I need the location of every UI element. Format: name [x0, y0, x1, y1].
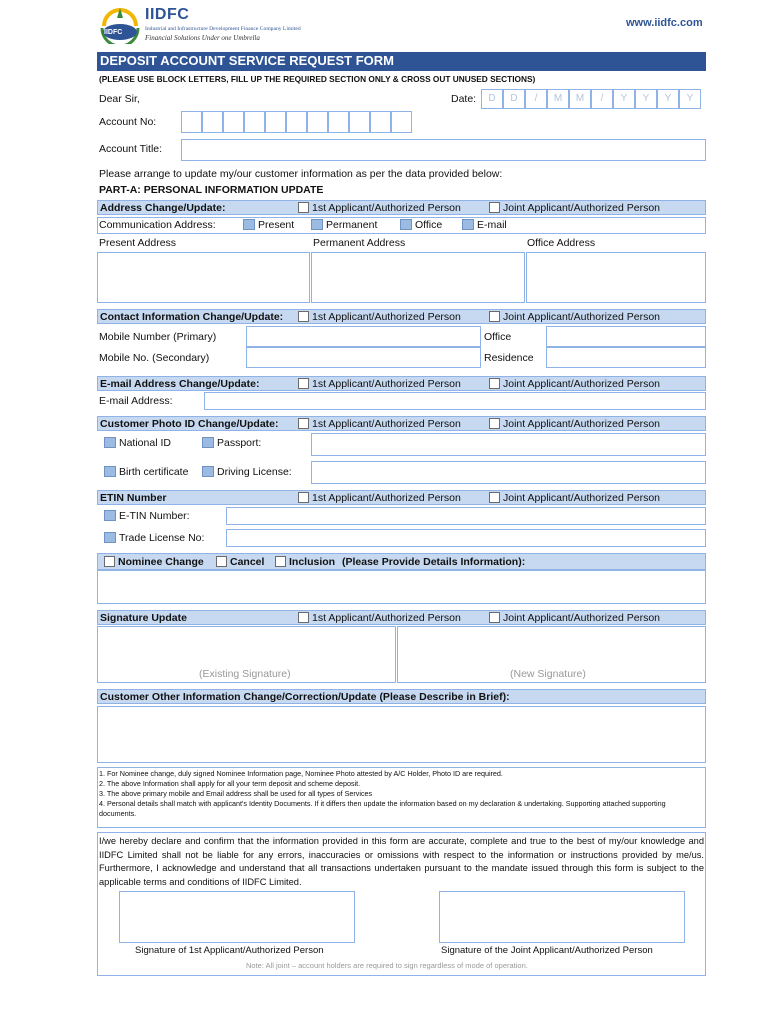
national-id-option[interactable]: [104, 437, 171, 449]
nominee-change-option[interactable]: [104, 556, 204, 568]
date-field[interactable]: [481, 89, 701, 109]
comm-permanent-option[interactable]: [311, 219, 377, 231]
signature-joint-applicant-option[interactable]: [489, 612, 660, 624]
etin-header-label: ETIN Number: [100, 492, 167, 504]
nominee-cancel-option[interactable]: [216, 556, 264, 568]
driving-license-field[interactable]: [311, 461, 706, 484]
tagline: Financial Solutions Under one Umbrella: [145, 34, 260, 42]
new-signature-box[interactable]: [397, 626, 706, 683]
brand-name: IIDFC: [145, 6, 190, 23]
account-digit-box[interactable]: [307, 111, 328, 133]
signature-section-header: [97, 610, 706, 625]
option-label: Trade License No:: [119, 532, 205, 544]
email-section-header: [97, 376, 706, 391]
other-info-field[interactable]: [97, 706, 706, 763]
first-applicant-sign-box[interactable]: [119, 891, 355, 943]
option-label: Birth certificate: [119, 466, 189, 478]
office-address-field[interactable]: [526, 252, 706, 303]
checkbox[interactable]: [489, 418, 500, 429]
checkbox[interactable]: [202, 437, 214, 448]
present-address-label: Present Address: [99, 237, 177, 249]
account-digit-box[interactable]: [391, 111, 412, 133]
photo-id-section-header: [97, 416, 706, 431]
option-label: Office: [415, 219, 443, 231]
checkbox[interactable]: [202, 466, 214, 477]
joint-applicant-sign-box[interactable]: [439, 891, 685, 943]
option-label: Joint Applicant/Authorized Person: [503, 492, 661, 504]
account-digit-box[interactable]: [328, 111, 349, 133]
option-label: Joint Applicant/Authorized Person: [503, 202, 661, 214]
email-joint-applicant-option[interactable]: [489, 378, 660, 390]
account-title-field[interactable]: [181, 139, 706, 161]
declaration-text: I/we hereby declare and confirm that the information provided in this form are accurate, complete and true to the best of my/our knowledge and IIDFC Limited shall not be liable for any errors, inaccuracies or omissions with respect to the information or instructions provided by me/us. Furthermore, I acknowledge and understand that all transactions undertaken pursuant to the mandate issued through this form is subject to the applicable terms and conditions of IIDFC Limited.: [99, 836, 704, 887]
option-label: E-TIN Number:: [119, 510, 190, 522]
checkbox[interactable]: [462, 219, 474, 230]
email-address-label: E-mail Address:: [99, 395, 173, 407]
declaration-box: [97, 832, 706, 976]
checkbox[interactable]: [275, 556, 286, 567]
new-signature-label: (New Signature): [510, 668, 586, 680]
office-phone-field[interactable]: [546, 326, 706, 347]
signature-first-applicant-option[interactable]: [298, 612, 461, 624]
signature-header-label: Signature Update: [100, 612, 187, 624]
option-label: Joint Applicant/Authorized Person: [503, 612, 661, 624]
address-section-header: [97, 200, 706, 215]
option-label: 1st Applicant/Authorized Person: [312, 492, 461, 504]
option-label: Driving License:: [217, 466, 292, 478]
passport-id-field[interactable]: [311, 433, 706, 456]
residence-phone-label: Residence: [484, 352, 534, 364]
note-item: 4. Personal details shall match with applicant's Identity Documents. If it differs then update the information based on my declaration & undertaking. Supporting attached supporting documents.: [99, 799, 666, 818]
option-label: 1st Applicant/Authorized Person: [312, 202, 461, 214]
existing-signature-box[interactable]: [97, 626, 396, 683]
checkbox[interactable]: [243, 219, 255, 230]
request-text: Please arrange to update my/our customer information as per the data provided below:: [99, 168, 503, 180]
etin-number-field[interactable]: [226, 507, 706, 525]
trade-license-field[interactable]: [226, 529, 706, 547]
checkbox[interactable]: [298, 612, 309, 623]
contact-section-header: [97, 309, 706, 324]
nominee-inclusion-option[interactable]: [275, 556, 335, 568]
date-box[interactable]: /: [591, 89, 613, 109]
form-instruction: (PLEASE USE BLOCK LETTERS, FILL UP THE REQUIRED SECTION ONLY & CROSS OUT UNUSED SECTIONS): [99, 74, 536, 84]
email-address-field[interactable]: [204, 392, 706, 410]
comm-office-option[interactable]: [400, 219, 442, 231]
checkbox[interactable]: [104, 556, 115, 567]
option-label: National ID: [119, 437, 171, 449]
office-phone-label: Office: [484, 331, 512, 343]
existing-signature-label: (Existing Signature): [199, 668, 291, 680]
option-label: Passport:: [217, 437, 262, 449]
option-label: Joint Applicant/Authorized Person: [503, 418, 661, 430]
account-no-field[interactable]: [181, 111, 412, 133]
driving-license-option[interactable]: [202, 466, 292, 478]
sign-footer-note: Note: All joint – account holders are required to sign regardless of mode of operation.: [246, 961, 528, 970]
account-digit-box[interactable]: [223, 111, 244, 133]
company-full-name: Industrial and Infrastructure Development Finance Company Limited: [145, 26, 301, 32]
mobile-secondary-field[interactable]: [246, 347, 481, 368]
comm-email-option[interactable]: [462, 219, 507, 231]
contact-joint-applicant-option[interactable]: [489, 311, 660, 323]
email-first-applicant-option[interactable]: [298, 378, 461, 390]
option-label: Nominee Change: [118, 556, 204, 568]
permanent-address-field[interactable]: [311, 252, 525, 303]
option-label: 1st Applicant/Authorized Person: [312, 378, 461, 390]
option-label: 1st Applicant/Authorized Person: [312, 311, 461, 323]
contact-first-applicant-option[interactable]: [298, 311, 461, 323]
checkbox[interactable]: [298, 311, 309, 322]
account-digit-box[interactable]: [244, 111, 265, 133]
notes-box: [97, 767, 706, 828]
checkbox[interactable]: [489, 492, 500, 503]
address-first-applicant-option[interactable]: [298, 202, 461, 214]
account-digit-box[interactable]: [370, 111, 391, 133]
date-box[interactable]: M: [547, 89, 569, 109]
joint-applicant-sign-label: Signature of the Joint Applicant/Authorized Person: [441, 945, 653, 956]
note-item: 3. The above primary mobile and Email address shall be used for all types of Services: [99, 789, 373, 798]
mobile-secondary-label: Mobile No. (Secondary): [99, 352, 210, 364]
email-header-label: E-mail Address Change/Update:: [100, 378, 260, 390]
birth-certificate-option[interactable]: [104, 466, 188, 478]
etin-joint-applicant-option[interactable]: [489, 492, 660, 504]
checkbox[interactable]: [298, 418, 309, 429]
present-address-field[interactable]: [97, 252, 310, 303]
option-label: Inclusion: [289, 556, 336, 568]
emblem-text: IIDFC: [104, 29, 123, 36]
greeting: Dear Sir,: [99, 93, 140, 105]
company-logo: [98, 4, 358, 46]
note-item: 2. The above Information shall apply for all your term deposit and scheme deposit.: [99, 779, 361, 788]
photo-id-header-label: Customer Photo ID Change/Update:: [100, 418, 279, 430]
date-box[interactable]: Y: [679, 89, 701, 109]
checkbox[interactable]: [311, 219, 323, 230]
office-address-label: Office Address: [527, 237, 596, 249]
etin-number-option[interactable]: [104, 510, 190, 522]
contact-header-label: Contact Information Change/Update:: [100, 311, 284, 323]
date-box[interactable]: M: [569, 89, 591, 109]
checkbox[interactable]: [400, 219, 412, 230]
etin-first-applicant-option[interactable]: [298, 492, 461, 504]
checkbox[interactable]: [489, 311, 500, 322]
checkbox[interactable]: [216, 556, 227, 567]
checkbox[interactable]: [104, 437, 116, 448]
checkbox[interactable]: [298, 492, 309, 503]
mobile-primary-field[interactable]: [246, 326, 481, 347]
note-item: 1. For Nominee change, duly signed Nominee Information page, Nominee Photo attested by A/C Holder, Photo ID are required.: [99, 769, 503, 778]
account-no-label: Account No:: [99, 116, 157, 128]
option-label: Joint Applicant/Authorized Person: [503, 378, 661, 390]
option-label: Present: [258, 219, 295, 231]
other-info-section-header: [97, 689, 706, 704]
nominee-details-field[interactable]: [97, 570, 706, 604]
comm-present-option[interactable]: [243, 219, 294, 231]
iidfc-emblem-icon: [98, 4, 142, 44]
photoid-joint-applicant-option[interactable]: [489, 418, 660, 430]
other-info-header-label: Customer Other Information Change/Correction/Update (Please Describe in Brief):: [100, 691, 510, 703]
date-box[interactable]: Y: [657, 89, 679, 109]
checkbox[interactable]: [489, 378, 500, 389]
option-label: 1st Applicant/Authorized Person: [312, 612, 461, 624]
etin-section-header: [97, 490, 706, 505]
account-digit-box[interactable]: [202, 111, 223, 133]
form-title-bar: [97, 52, 706, 71]
first-applicant-sign-label: Signature of 1st Applicant/Authorized Person: [135, 945, 324, 956]
part-a-heading: PART-A: PERSONAL INFORMATION UPDATE: [99, 184, 324, 196]
checkbox[interactable]: [104, 466, 116, 477]
date-box[interactable]: Y: [635, 89, 657, 109]
date-box[interactable]: D: [503, 89, 525, 109]
passport-option[interactable]: [202, 437, 261, 449]
account-digit-box[interactable]: [286, 111, 307, 133]
account-digit-box[interactable]: [181, 111, 202, 133]
option-label: Joint Applicant/Authorized Person: [503, 311, 661, 323]
date-box[interactable]: D: [481, 89, 503, 109]
trade-license-option[interactable]: [104, 532, 204, 544]
checkbox[interactable]: [298, 202, 309, 213]
option-label: Cancel: [230, 556, 265, 568]
address-header-label: Address Change/Update:: [100, 202, 226, 214]
address-joint-applicant-option[interactable]: [489, 202, 660, 214]
checkbox[interactable]: [489, 202, 500, 213]
form-title: DEPOSIT ACCOUNT SERVICE REQUEST FORM: [100, 53, 394, 68]
mobile-primary-label: Mobile Number (Primary): [99, 331, 217, 343]
checkbox[interactable]: [298, 378, 309, 389]
checkbox[interactable]: [489, 612, 500, 623]
account-digit-box[interactable]: [349, 111, 370, 133]
nominee-section-header: [97, 553, 706, 570]
option-label: E-mail: [477, 219, 507, 231]
date-box[interactable]: Y: [613, 89, 635, 109]
option-label: 1st Applicant/Authorized Person: [312, 418, 461, 430]
account-digit-box[interactable]: [265, 111, 286, 133]
account-title-label: Account Title:: [99, 143, 163, 155]
option-label: Permanent: [326, 219, 378, 231]
residence-phone-field[interactable]: [546, 347, 706, 368]
date-label: Date:: [451, 93, 477, 105]
communication-address-label: Communication Address:: [99, 219, 216, 231]
website-link[interactable]: www.iidfc.com: [626, 17, 703, 29]
photoid-first-applicant-option[interactable]: [298, 418, 461, 430]
communication-address-row: [97, 217, 706, 234]
checkbox[interactable]: [104, 510, 116, 521]
permanent-address-label: Permanent Address: [313, 237, 406, 249]
nominee-note: (Please Provide Details Information):: [342, 556, 526, 568]
date-box[interactable]: /: [525, 89, 547, 109]
checkbox[interactable]: [104, 532, 116, 543]
